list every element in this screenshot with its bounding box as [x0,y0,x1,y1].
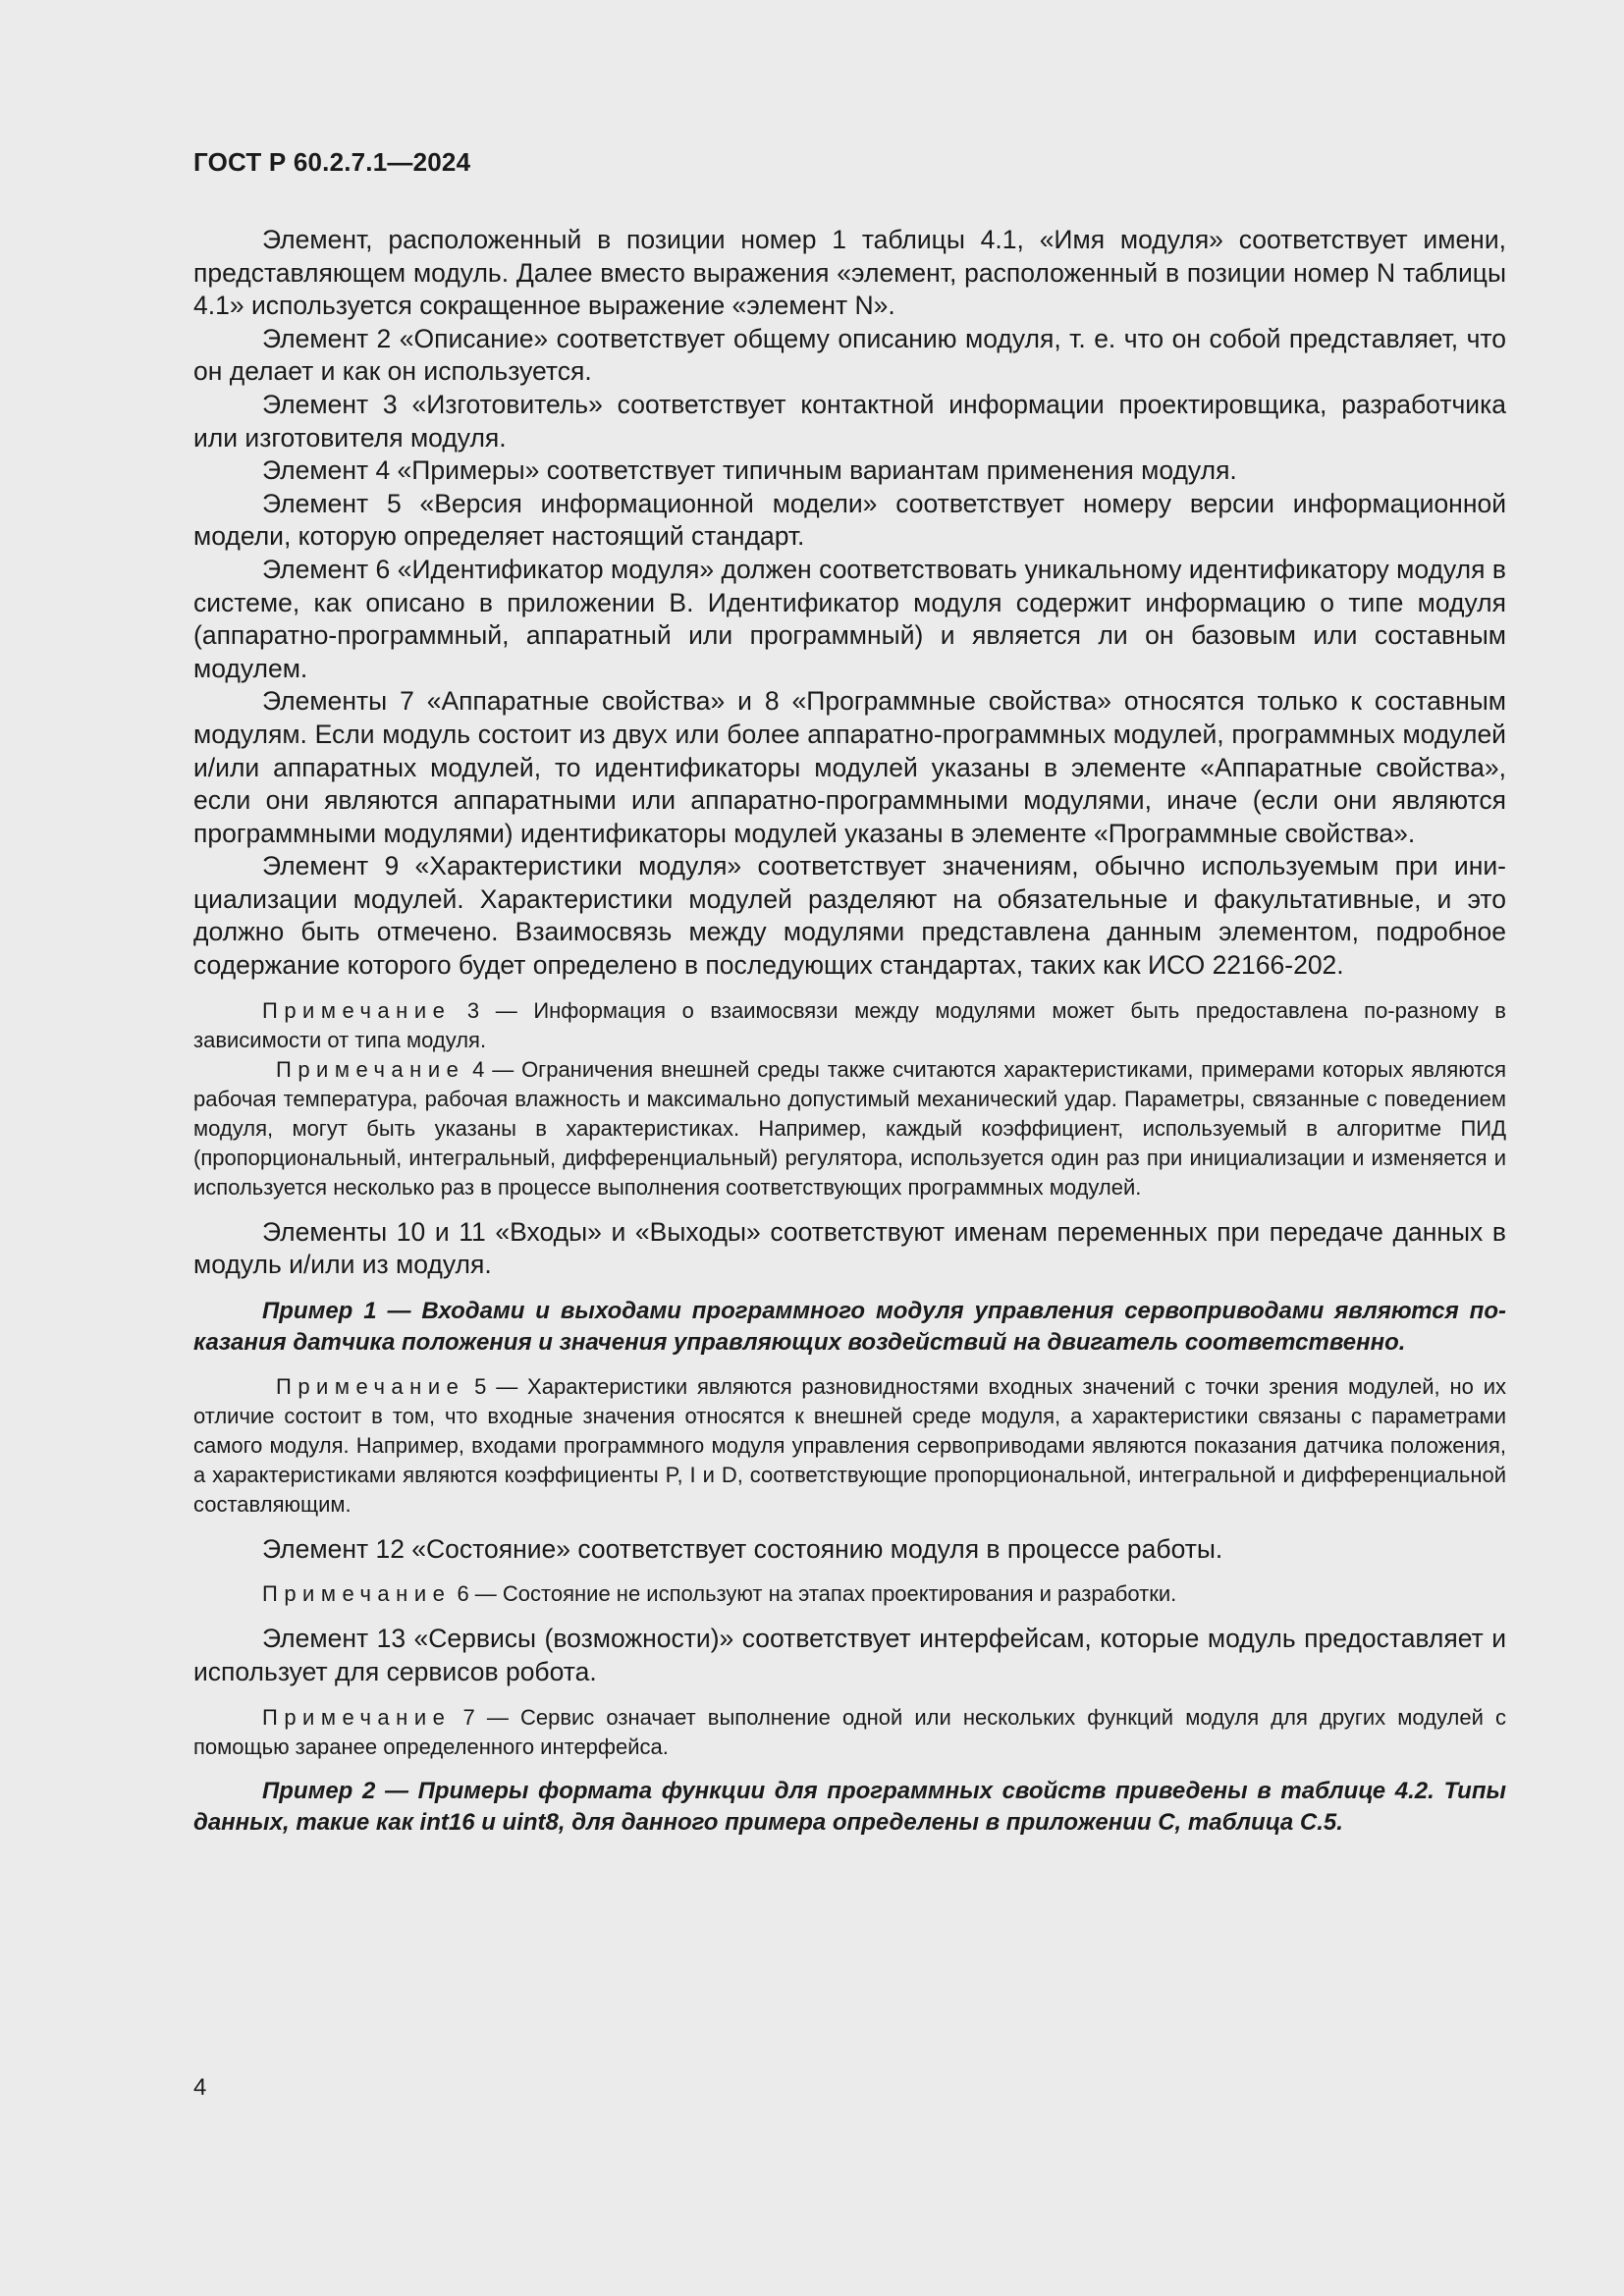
paragraph-element-6: Элемент 6 «Идентификатор модуля» должен соответствовать уникальному идентификатору модуля в системе, как описано в приложении В. Идентификатор модуля содержит информацию о типе модуля (аппаратно-программный, аппаратный или программный) и является ли он базовым или составным модулем. [193,554,1506,683]
note-text: 5 — Характеристики являются разновидностями входных значений с точки зрения модулей, но их отличие состоит в том, что входные значения относятся к внешней среде модуля, а характеристики связаны с параметрами самого модуля. Например, входами программного модуля управления сервоприводами являются показания датчика положения, а характеристиками являются коэффициенты P, I и D, соответствующие пропорциональной, интегральной и дифференциальной составляющим. [193,1373,1506,1517]
document-body [193,224,1506,1839]
note-7 [193,1703,1506,1762]
paragraph-element-9: Элемент 9 «Характеристики модуля» соответствует значениям, обычно используемым при инициализации модулей. Характеристики модулей разделяют на обязательные и факультативные, и это должно быть отмечено. Взаимосвязь между модулями представлена данным элементом, подробное содержание которого будет определено в последующих стандартах, таких как ИСО 22166-202. [193,851,1506,981]
paragraph-elements-10-11: Элементы 10 и 11 «Входы» и «Выходы» соответствуют именам переменных при передаче данных в модуль и/или из модуля. [193,1216,1506,1280]
note-label: Примечание [262,1704,452,1730]
note-4 [193,1055,1506,1202]
note-text: 6 — Состояние не используют на этапах проектирования и разработки. [451,1581,1177,1607]
page-number: 4 [193,2074,207,2101]
note-label: Примечание [276,1373,465,1399]
paragraph-element-13: Элемент 13 «Сервисы (возможности)» соответствует интерфейсам, которые модуль предоставляет и использует для сервисов робота. [193,1624,1506,1687]
note-text: 7 — Сервис означает выполнение одной или нескольких функций модуля для других модулей с помощью заранее определенного интерфейса. [193,1704,1506,1759]
example-1: Пример 1 — Входами и выходами программного модуля управления сервоприводами являются показания датчика положения и значения управляющих воздействий на двигатель соответственно. [193,1297,1506,1356]
paragraph-element-2: Элемент 2 «Описание» соответствует общему описанию модуля, т. е. что он собой представляет, что он делает и как он используется. [193,323,1506,387]
note-text: 4 — Ограничения внешней среды также считаются характеристиками, примерами которых являются рабочая температура, рабочая влажность и максимально допустимый механический удар. Параметры, связанные с поведением модуля, могут быть указаны в характеристиках. Например, каждый коэффициент, используемый в алгоритме ПИД (пропорциональный, интегральный, дифференциальный) регулятора, используется один раз при инициализации и изменяется и используется несколько раз в процессе выполнения соответствующих программных модулей. [193,1056,1506,1200]
paragraph-element-12: Элемент 12 «Состояние» соответствует состоянию модуля в процессе работы. [262,1533,1223,1564]
note-text: 3 — Информация о взаимосвязи между модулями может быть предоставлена по-разному в зависимости от типа модуля. [193,997,1506,1052]
note-label: Примечание [276,1056,465,1082]
note-6 [193,1579,1506,1609]
note-label: Примечание [262,997,452,1023]
document-header: ГОСТ Р 60.2.7.1—2024 [193,147,471,177]
example-2: Пример 2 — Примеры формата функции для программных свойств приведены в таблице 4.2. Типы данных, такие как int16 и uint8, для данного примера определены в приложении С, таблица С.5. [193,1777,1506,1836]
paragraph-element-3: Элемент 3 «Изготовитель» соответствует контактной информации проектировщика, разработчика или изготовителя модуля. [193,389,1506,453]
paragraph-element-4: Элемент 4 «Примеры» соответствует типичным вариантам применения модуля. [262,455,1237,486]
note-5 [193,1372,1506,1520]
paragraph-element-1: Элемент, расположенный в позиции номер 1 таблицы 4.1, «Имя модуля» соответствует имени, представляющем модуль. Далее вместо выражения «элемент, расположенный в позиции номер N таблицы 4.1» используется сокращенное выражение «элемент N». [193,225,1506,321]
note-3 [193,996,1506,1055]
paragraph-elements-7-8: Элементы 7 «Аппаратные свойства» и 8 «Программные свойства» относятся только к составным модулям. Если модуль состоит из двух или более аппаратно-программных модулей, программных модулей и/или аппаратных модулей, то идентификаторы модулей указаны в элементе «Аппаратные свойства», если они являются аппаратными или аппаратно-программными модулями, иначе (если они являются программными модулями) идентификаторы модулей указаны в элементе «Программные свойства». [193,686,1506,848]
note-label: Примечание [262,1581,452,1607]
paragraph-element-5: Элемент 5 «Версия информационной модели» соответствует номеру версии информационной модели, которую определяет настоящий стандарт. [193,488,1506,552]
